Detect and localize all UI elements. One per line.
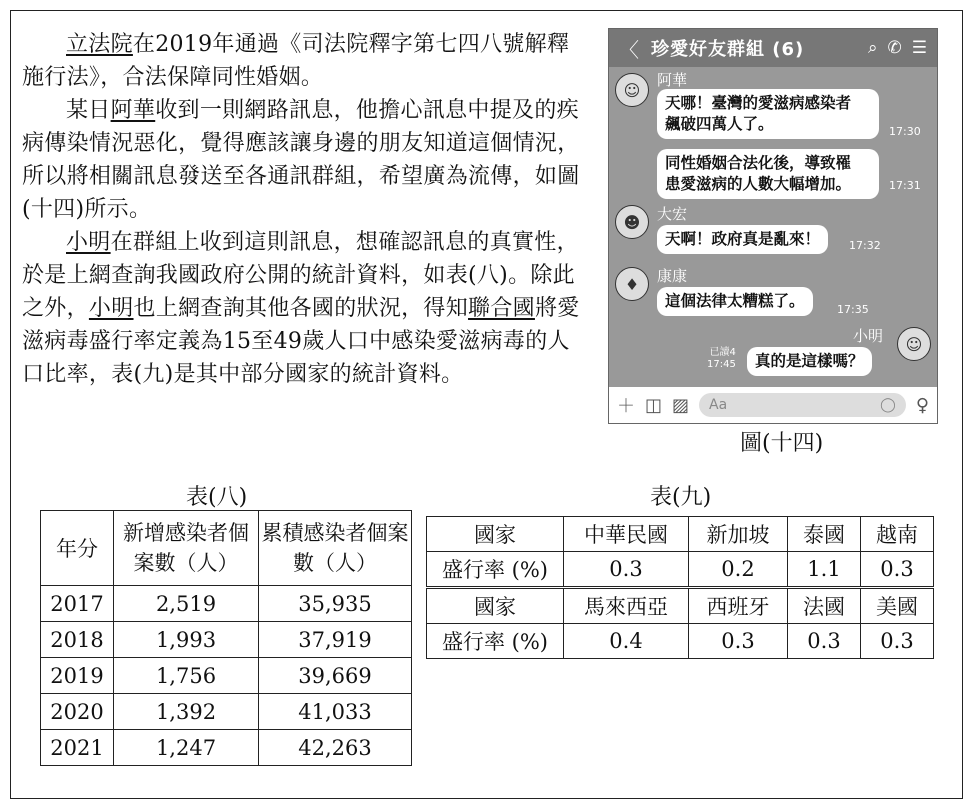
message-line: 同性婚姻合法化後，導致罹 xyxy=(665,154,852,172)
text-span: 將愛滋病毒盛行率定義為15至49歲人口中感染愛滋病毒的人口比率，表(九)是其中部分國家的統計資料。 xyxy=(22,296,580,387)
cell: 新加坡 xyxy=(689,517,788,552)
figure-caption: 圖(十四) xyxy=(740,431,824,456)
text-span: 某日 xyxy=(66,98,111,123)
cell: 盛行率 (%) xyxy=(427,552,564,588)
table-row xyxy=(427,552,934,588)
cell: 35,935 xyxy=(259,586,412,622)
cell: 0.3 xyxy=(689,624,788,659)
avatar-dahong: ☻ xyxy=(615,205,649,239)
cell: 西班牙 xyxy=(689,588,788,624)
chat-title: 珍愛好友群組 (6) xyxy=(651,39,805,60)
cell: 0.3 xyxy=(861,552,934,588)
text-span: 也上網查詢其他各國的狀況，得知 xyxy=(133,296,469,321)
back-button[interactable]: 〈 xyxy=(619,37,639,62)
message-bubble xyxy=(747,347,872,376)
cell: 馬來西亞 xyxy=(564,588,689,624)
cell: 中華民國 xyxy=(564,517,689,552)
cell: 41,033 xyxy=(259,694,412,730)
cell: 0.3 xyxy=(788,624,861,659)
search-icon[interactable]: ⌕ xyxy=(867,38,878,58)
message-line: 真的是這樣嗎？ xyxy=(755,352,864,370)
underlined-name: 小明 xyxy=(66,230,111,255)
table-header: 累積感染者個案數（人） xyxy=(259,511,412,586)
cell: 37,919 xyxy=(259,622,412,658)
message-bubble xyxy=(657,149,879,199)
message-bubble xyxy=(657,287,813,316)
message-bubble xyxy=(657,89,879,139)
underlined-name: 立法院 xyxy=(66,32,133,57)
message-line: 天哪！臺灣的愛滋病感染者 xyxy=(665,94,852,112)
read-receipt xyxy=(707,347,736,371)
sender-name: 小明 xyxy=(853,327,884,345)
table-row xyxy=(41,694,412,730)
cell: 泰國 xyxy=(788,517,861,552)
cell: 0.2 xyxy=(689,552,788,588)
message-time: 17:32 xyxy=(849,239,881,252)
cell: 2021 xyxy=(41,730,114,766)
message-line: 這個法律太糟糕了。 xyxy=(665,292,805,310)
text-span: 收到一則網路訊息，他擔心訊息中提及的疾病傳染情況惡化，覺得應該讓身邊的朋友知道這個情況，所以將相關訊息發送至各通訊群組，希望廣為流傳，如圖(十四)所示。 xyxy=(22,98,580,222)
message-time: 17:30 xyxy=(889,125,921,138)
avatar-kangkang: ♦ xyxy=(615,267,649,301)
emoji-icon[interactable]: ◯ xyxy=(880,397,896,413)
table-row xyxy=(41,730,412,766)
cell: 國家 xyxy=(427,588,564,624)
paragraph-1 xyxy=(22,28,590,94)
phone-icon[interactable]: ✆ xyxy=(887,38,902,58)
chat-window xyxy=(608,28,938,424)
cell: 2019 xyxy=(41,658,114,694)
cell: 0.3 xyxy=(861,624,934,659)
paragraph-2 xyxy=(22,94,590,226)
cell: 2017 xyxy=(41,586,114,622)
menu-icon[interactable]: ☰ xyxy=(911,38,927,58)
sender-name: 大宏 xyxy=(657,205,688,223)
cell: 1,247 xyxy=(114,730,259,766)
cell: 0.4 xyxy=(564,624,689,659)
cell: 42,263 xyxy=(259,730,412,766)
table-row xyxy=(427,588,934,624)
table-row xyxy=(41,658,412,694)
cell: 0.3 xyxy=(564,552,689,588)
message-line: 患愛滋病的人數大幅增加。 xyxy=(665,175,852,193)
cell: 1,756 xyxy=(114,658,259,694)
underlined-name: 小明 xyxy=(88,296,134,321)
table-row xyxy=(427,517,934,552)
avatar-ahua: ☺ xyxy=(615,73,649,107)
image-icon[interactable]: ▨ xyxy=(672,394,690,416)
table-row xyxy=(41,586,412,622)
cell: 1,993 xyxy=(114,622,259,658)
table-row xyxy=(427,624,934,659)
table-row xyxy=(41,511,412,586)
text-span: 在群組上收到這則訊息，想確認訊息的真實性，於是上網查詢我國政府公開的統計資料，如表(八)。除此之外， xyxy=(22,230,579,321)
cell: 1.1 xyxy=(788,552,861,588)
table-header: 年分 xyxy=(41,511,114,586)
read-count: 已讀4 xyxy=(709,347,736,358)
cell: 國家 xyxy=(427,517,564,552)
underlined-name: 聯合國 xyxy=(468,296,535,321)
chat-header xyxy=(609,29,937,67)
sender-name: 阿華 xyxy=(657,71,688,89)
plus-icon[interactable]: ＋ xyxy=(617,396,635,417)
table9-caption: 表(九) xyxy=(650,485,712,510)
avatar-xiaoming: ☺ xyxy=(897,327,931,361)
message-line: 飆破四萬人了。 xyxy=(665,115,774,133)
cell: 2018 xyxy=(41,622,114,658)
table8 xyxy=(40,510,412,766)
table-header: 新增感染者個案數（人） xyxy=(114,511,259,586)
message-bubble xyxy=(657,225,828,254)
cell: 2020 xyxy=(41,694,114,730)
camera-icon[interactable]: ◫ xyxy=(645,394,663,416)
underlined-name: 阿華 xyxy=(110,98,156,123)
text-span: 在2019年通過《司法院釋字第七四八號解釋施行法》，合法保障同性婚姻。 xyxy=(22,32,570,90)
table-row xyxy=(41,622,412,658)
cell: 2,519 xyxy=(114,586,259,622)
table8-caption: 表(八) xyxy=(186,485,248,510)
cell: 美國 xyxy=(861,588,934,624)
cell: 1,392 xyxy=(114,694,259,730)
paragraph-3 xyxy=(22,226,590,391)
message-line: 天啊！政府真是亂來！ xyxy=(665,230,821,248)
chat-input-bar xyxy=(609,387,937,423)
sender-name: 康康 xyxy=(657,267,688,285)
message-time: 17:45 xyxy=(707,359,736,370)
message-input[interactable] xyxy=(699,393,906,417)
mic-icon[interactable]: ♀ xyxy=(915,394,929,416)
body-text xyxy=(22,28,590,391)
cell: 越南 xyxy=(861,517,934,552)
cell: 39,669 xyxy=(259,658,412,694)
cell: 盛行率 (%) xyxy=(427,624,564,659)
input-placeholder: Aa xyxy=(709,397,728,413)
table9 xyxy=(426,516,934,659)
message-time: 17:31 xyxy=(889,179,921,192)
cell: 法國 xyxy=(788,588,861,624)
message-time: 17:35 xyxy=(837,303,869,316)
